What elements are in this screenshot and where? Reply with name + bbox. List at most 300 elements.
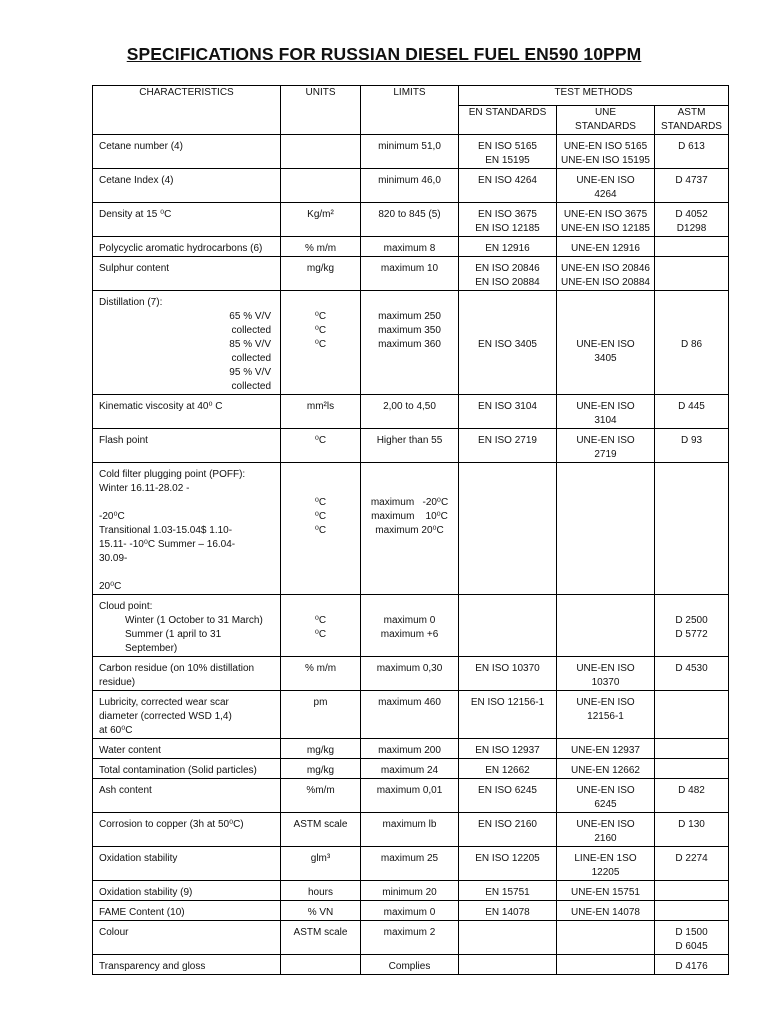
astm-standard-cell: [655, 169, 729, 203]
astm-standard-line: D1298: [676, 223, 707, 234]
characteristic-line: Corrosion to copper (3h at 50⁰C): [99, 819, 244, 830]
une-standard-cell: [557, 291, 655, 395]
astm-standard-cell: [655, 921, 729, 955]
characteristic-cell: [93, 881, 281, 901]
characteristic-line: Winter (1 October to 31 March): [125, 615, 263, 626]
characteristic-cell: [93, 429, 281, 463]
characteristic-line: 85 % V/V: [229, 339, 271, 350]
une-standard-cell: [557, 901, 655, 921]
characteristic-line: Water content: [99, 745, 161, 756]
limits-cell: [361, 691, 459, 739]
characteristic-line: [99, 566, 277, 580]
en-standard-line: EN ISO 12156-1: [470, 697, 545, 708]
table-row: [93, 759, 729, 779]
units-line: mg/kg: [306, 745, 335, 756]
units-line: ASTM scale: [293, 927, 348, 938]
characteristic-cell: [93, 595, 281, 657]
table-row: [93, 955, 729, 975]
header-test-methods: TEST METHODS: [459, 86, 729, 106]
astm-standard-cell: [655, 203, 729, 237]
une-standard-line: 3104: [594, 415, 617, 426]
une-standard-cell: [557, 135, 655, 169]
limits-line: maximum 250: [378, 311, 441, 322]
en-standard-line: EN ISO 12937: [475, 745, 540, 756]
characteristic-line: Colour: [99, 927, 129, 938]
une-standard-cell: [557, 203, 655, 237]
une-standard-line: UNE-EN 14078: [571, 907, 640, 918]
astm-standard-cell: [655, 463, 729, 595]
limits-line: [364, 482, 455, 496]
units-line: [284, 296, 357, 310]
characteristic-cell: [93, 813, 281, 847]
limits-line: maximum 25: [380, 853, 439, 864]
une-standard-line: 2719: [594, 449, 617, 460]
limits-line: maximum 0: [383, 907, 436, 918]
une-standard-line: UNE-EN 12937: [571, 745, 640, 756]
units-line: [284, 468, 357, 482]
astm-standard-line: [658, 296, 725, 310]
astm-standard-cell: [655, 257, 729, 291]
characteristic-cell: [93, 759, 281, 779]
en-standard-line: EN ISO 20884: [475, 277, 540, 288]
document-title: SPECIFICATIONS FOR RUSSIAN DIESEL FUEL EN590 10PPM: [126, 44, 642, 64]
en-standard-line: EN ISO 3405: [478, 339, 537, 350]
units-cell: [281, 463, 361, 595]
units-cell: [281, 739, 361, 759]
en-standard-cell: [459, 921, 557, 955]
characteristic-line: collected: [231, 353, 271, 364]
en-standard-line: EN ISO 6245: [478, 785, 537, 796]
astm-standard-cell: [655, 739, 729, 759]
en-standard-line: EN 12916: [485, 243, 530, 254]
characteristic-line: Cold filter plugging point (POFF):: [99, 469, 246, 480]
une-standard-cell: [557, 169, 655, 203]
une-standard-cell: [557, 739, 655, 759]
units-cell: [281, 691, 361, 739]
characteristic-line: Cetane number (4): [99, 141, 183, 152]
une-standard-line: UNE-EN 12916: [571, 243, 640, 254]
characteristic-line: 30.09-: [99, 553, 128, 564]
une-standard-line: UNE-EN ISO 15195: [561, 155, 650, 166]
units-line: %m/m: [306, 785, 335, 796]
en-standard-cell: [459, 813, 557, 847]
en-standard-cell: [459, 463, 557, 595]
une-standard-line: 10370: [591, 677, 620, 688]
units-cell: [281, 395, 361, 429]
characteristic-cell: [93, 901, 281, 921]
table-row: [93, 657, 729, 691]
units-cell: [281, 847, 361, 881]
units-cell: [281, 203, 361, 237]
units-line: % m/m: [304, 663, 337, 674]
units-cell: [281, 955, 361, 975]
characteristic-cell: [93, 463, 281, 595]
limits-line: Complies: [388, 961, 431, 972]
units-line: glm³: [310, 853, 331, 864]
limits-cell: [361, 847, 459, 881]
en-standard-line: EN ISO 4264: [478, 175, 537, 186]
table-row: [93, 691, 729, 739]
en-standard-cell: [459, 739, 557, 759]
limits-line: maximum 0: [383, 615, 436, 626]
units-cell: [281, 169, 361, 203]
header-en-standards: EN STANDARDS: [459, 106, 557, 135]
units-cell: [281, 291, 361, 395]
une-standard-cell: [557, 691, 655, 739]
limits-line: maximum 350: [378, 325, 441, 336]
units-cell: [281, 135, 361, 169]
astm-standard-line: D 4737: [675, 175, 708, 186]
limits-line: [364, 296, 455, 310]
limits-line: maximum 200: [378, 745, 441, 756]
astm-standard-cell: [655, 955, 729, 975]
characteristic-line: Transitional 1.03-15.04$ 1.10-: [99, 525, 233, 536]
une-standard-cell: [557, 429, 655, 463]
astm-standard-line: D 613: [678, 141, 705, 152]
une-standard-cell: [557, 463, 655, 595]
characteristic-line: Ash content: [99, 785, 152, 796]
en-standard-line: EN ISO 10370: [475, 663, 540, 674]
characteristic-line: collected: [231, 325, 271, 336]
en-standard-cell: [459, 901, 557, 921]
une-standard-line: UNE-EN ISO 12185: [561, 223, 650, 234]
units-line: ⁰C: [314, 511, 327, 522]
en-standard-line: EN 15751: [485, 887, 530, 898]
une-standard-cell: [557, 759, 655, 779]
characteristic-line: Cetane Index (4): [99, 175, 174, 186]
en-standard-cell: [459, 169, 557, 203]
characteristic-line: FAME Content (10): [99, 907, 185, 918]
limits-cell: [361, 135, 459, 169]
astm-standard-line: [658, 324, 725, 338]
characteristic-cell: [93, 739, 281, 759]
table-row: [93, 237, 729, 257]
table-row: [93, 395, 729, 429]
astm-standard-line: D 4176: [675, 961, 708, 972]
limits-line: maximum 20⁰C: [375, 525, 444, 536]
limits-line: minimum 20: [382, 887, 437, 898]
en-standard-cell: [459, 237, 557, 257]
units-line: ⁰C: [314, 525, 327, 536]
header-une-standards: [557, 106, 655, 135]
characteristic-line: Total contamination (Solid particles): [99, 765, 257, 776]
astm-standard-line: D 5772: [675, 629, 708, 640]
header-units: UNITS: [281, 86, 361, 135]
une-standard-line: UNE-EN ISO: [576, 175, 635, 186]
astm-standard-line: [658, 310, 725, 324]
astm-standard-line: D 445: [678, 401, 705, 412]
characteristic-cell: [93, 291, 281, 395]
limits-cell: [361, 429, 459, 463]
astm-standard-line: D 4052: [675, 209, 708, 220]
en-standard-line: [462, 324, 553, 338]
characteristic-cell: [93, 921, 281, 955]
limits-line: maximum 8: [383, 243, 436, 254]
en-standard-line: EN ISO 3104: [478, 401, 537, 412]
characteristic-line: collected: [231, 381, 271, 392]
une-standard-cell: [557, 595, 655, 657]
limits-cell: [361, 169, 459, 203]
units-line: mm²ls: [306, 401, 335, 412]
une-standard-line: UNE-EN ISO: [576, 697, 635, 708]
limits-cell: [361, 463, 459, 595]
une-standard-cell: [557, 237, 655, 257]
units-line: ⁰C: [314, 615, 327, 626]
limits-cell: [361, 203, 459, 237]
header-astm-line: STANDARDS: [661, 121, 722, 132]
limits-line: maximum 0,30: [376, 663, 443, 674]
specifications-table: [92, 85, 729, 975]
limits-cell: [361, 291, 459, 395]
units-cell: [281, 881, 361, 901]
astm-standard-line: D 86: [680, 339, 703, 350]
header-une-line: UNE: [594, 107, 617, 118]
limits-cell: [361, 955, 459, 975]
astm-standard-cell: [655, 881, 729, 901]
limits-line: 2,00 to 4,50: [383, 401, 436, 412]
astm-standard-line: D 2274: [675, 853, 708, 864]
table-row: [93, 257, 729, 291]
limits-line: maximum 24: [380, 765, 439, 776]
header-characteristics: CHARACTERISTICS: [93, 86, 281, 135]
limits-cell: [361, 779, 459, 813]
une-standard-line: 6245: [594, 799, 617, 810]
characteristic-line: Oxidation stability (9): [99, 887, 193, 898]
en-standard-line: EN ISO 5165: [478, 141, 537, 152]
table-row: [93, 921, 729, 955]
units-cell: [281, 813, 361, 847]
astm-standard-cell: [655, 691, 729, 739]
astm-standard-line: D 6045: [675, 941, 708, 952]
une-standard-line: [560, 296, 651, 310]
une-standard-line: UNE-EN ISO: [576, 819, 635, 830]
limits-cell: [361, 237, 459, 257]
characteristic-cell: [93, 779, 281, 813]
limits-line: maximum 460: [378, 697, 441, 708]
characteristic-line: 95 % V/V: [229, 367, 271, 378]
une-standard-line: UNE-EN 12662: [571, 765, 640, 776]
en-standard-cell: [459, 779, 557, 813]
characteristic-line: Flash point: [99, 435, 148, 446]
une-standard-line: UNE-EN ISO 3675: [563, 209, 648, 220]
table-row: [93, 739, 729, 759]
astm-standard-cell: [655, 657, 729, 691]
units-line: hours: [307, 887, 333, 898]
une-standard-line: UNE-EN ISO: [576, 401, 635, 412]
table-row: [93, 169, 729, 203]
characteristic-line: Carbon residue (on 10% distillation: [99, 663, 255, 674]
characteristic-line: Summer (1 april to 31: [125, 629, 222, 640]
en-standard-cell: [459, 657, 557, 691]
une-standard-cell: [557, 657, 655, 691]
une-standard-line: 3405: [594, 353, 617, 364]
characteristic-line: September): [125, 643, 178, 654]
characteristic-cell: [93, 237, 281, 257]
limits-cell: [361, 881, 459, 901]
characteristic-line: Distillation (7):: [99, 297, 163, 308]
units-cell: [281, 657, 361, 691]
units-cell: [281, 779, 361, 813]
astm-standard-cell: [655, 595, 729, 657]
astm-standard-cell: [655, 813, 729, 847]
une-standard-line: UNE-EN ISO 5165: [563, 141, 648, 152]
characteristic-line: Winter 16.11-28.02 -: [99, 483, 190, 494]
astm-standard-cell: [655, 779, 729, 813]
table-row: [93, 203, 729, 237]
characteristic-line: residue): [99, 677, 136, 688]
units-line: ⁰C: [314, 325, 327, 336]
une-standard-cell: [557, 395, 655, 429]
characteristic-line: Sulphur content: [99, 263, 170, 274]
characteristic-line: 20⁰C: [99, 581, 122, 592]
en-standard-cell: [459, 291, 557, 395]
units-line: [284, 600, 357, 614]
en-standard-cell: [459, 395, 557, 429]
header-limits: LIMITS: [361, 86, 459, 135]
header-astm-standards: [655, 106, 729, 135]
table-row: [93, 463, 729, 595]
astm-standard-line: D 4530: [675, 663, 708, 674]
limits-line: maximum 10: [380, 263, 439, 274]
characteristic-cell: [93, 691, 281, 739]
limits-cell: [361, 759, 459, 779]
units-line: Kg/m²: [307, 209, 334, 220]
units-cell: [281, 921, 361, 955]
astm-standard-cell: [655, 847, 729, 881]
limits-cell: [361, 395, 459, 429]
astm-standard-line: D 482: [678, 785, 705, 796]
characteristic-cell: [93, 395, 281, 429]
limits-line: [364, 468, 455, 482]
table-row: [93, 291, 729, 395]
units-line: ⁰C: [314, 311, 327, 322]
en-standard-cell: [459, 759, 557, 779]
units-cell: [281, 759, 361, 779]
units-cell: [281, 901, 361, 921]
astm-standard-cell: [655, 237, 729, 257]
limits-cell: [361, 813, 459, 847]
astm-standard-line: D 130: [678, 819, 705, 830]
characteristic-line: 15.11- -10⁰C Summer – 16.04-: [99, 539, 236, 550]
characteristic-cell: [93, 169, 281, 203]
limits-cell: [361, 921, 459, 955]
une-standard-line: UNE-EN ISO: [576, 435, 635, 446]
en-standard-line: EN ISO 2719: [478, 435, 537, 446]
units-line: ⁰C: [314, 435, 327, 446]
units-cell: [281, 595, 361, 657]
units-cell: [281, 429, 361, 463]
limits-line: maximum 2: [383, 927, 436, 938]
limits-cell: [361, 739, 459, 759]
characteristic-cell: [93, 203, 281, 237]
une-standard-cell: [557, 921, 655, 955]
astm-standard-line: [658, 600, 725, 614]
une-standard-cell: [557, 257, 655, 291]
characteristic-line: Density at 15 ⁰C: [99, 209, 172, 220]
en-standard-line: EN ISO 2160: [478, 819, 537, 830]
units-line: [284, 482, 357, 496]
une-standard-line: LINE-EN 1SO: [574, 853, 637, 864]
astm-standard-cell: [655, 429, 729, 463]
une-standard-line: 12156-1: [587, 711, 624, 722]
limits-line: maximum 360: [378, 339, 441, 350]
une-standard-line: UNE-EN ISO 20846: [561, 263, 650, 274]
table-row: [93, 847, 729, 881]
characteristic-line: Oxidation stability: [99, 853, 178, 864]
astm-standard-cell: [655, 901, 729, 921]
table-row: [93, 881, 729, 901]
en-standard-line: EN 12662: [485, 765, 530, 776]
astm-standard-line: D 93: [680, 435, 703, 446]
en-standard-cell: [459, 203, 557, 237]
header-une-line: STANDARDS: [575, 121, 636, 132]
units-line: ⁰C: [314, 497, 327, 508]
limits-line: maximum 0,01: [376, 785, 443, 796]
limits-line: maximum lb: [382, 819, 437, 830]
en-standard-line: EN ISO 20846: [475, 263, 540, 274]
limits-cell: [361, 257, 459, 291]
une-standard-line: UNE-EN ISO: [576, 339, 635, 350]
astm-standard-cell: [655, 291, 729, 395]
en-standard-line: [462, 296, 553, 310]
en-standard-line: EN ISO 3675: [478, 209, 537, 220]
limits-line: [364, 600, 455, 614]
en-standard-cell: [459, 955, 557, 975]
une-standard-cell: [557, 779, 655, 813]
characteristic-line: -20⁰C: [99, 511, 125, 522]
en-standard-line: EN 14078: [485, 907, 530, 918]
characteristic-line: 65 % V/V: [229, 311, 271, 322]
astm-standard-cell: [655, 395, 729, 429]
characteristic-line: Kinematic viscosity at 40⁰ C: [99, 401, 223, 412]
units-line: pm: [313, 697, 328, 708]
en-standard-cell: [459, 257, 557, 291]
astm-standard-cell: [655, 759, 729, 779]
units-line: % m/m: [304, 243, 337, 254]
units-cell: [281, 257, 361, 291]
en-standard-line: EN ISO 12185: [475, 223, 540, 234]
units-line: ⁰C: [314, 629, 327, 640]
characteristic-cell: [93, 657, 281, 691]
en-standard-cell: [459, 881, 557, 901]
table-row: [93, 779, 729, 813]
units-line: ⁰C: [314, 339, 327, 350]
une-standard-line: UNE-EN ISO: [576, 663, 635, 674]
en-standard-line: [462, 310, 553, 324]
en-standard-cell: [459, 429, 557, 463]
une-standard-line: UNE-EN ISO: [576, 785, 635, 796]
limits-line: maximum 10⁰C: [371, 511, 448, 522]
specifications-body: [93, 135, 729, 975]
une-standard-cell: [557, 847, 655, 881]
units-line: % VN: [307, 907, 334, 918]
table-row: [93, 595, 729, 657]
limits-line: 820 to 845 (5): [378, 209, 441, 220]
en-standard-cell: [459, 847, 557, 881]
une-standard-line: [560, 324, 651, 338]
une-standard-line: UNE-EN 15751: [571, 887, 640, 898]
characteristic-cell: [93, 955, 281, 975]
characteristic-line: Transparency and gloss: [99, 961, 206, 972]
limits-line: Higher than 55: [376, 435, 443, 446]
une-standard-cell: [557, 881, 655, 901]
characteristic-cell: [93, 847, 281, 881]
une-standard-line: 2160: [594, 833, 617, 844]
limits-cell: [361, 595, 459, 657]
table-row: [93, 813, 729, 847]
limits-line: maximum -20⁰C: [370, 497, 449, 508]
characteristic-line: diameter (corrected WSD 1,4): [99, 711, 232, 722]
